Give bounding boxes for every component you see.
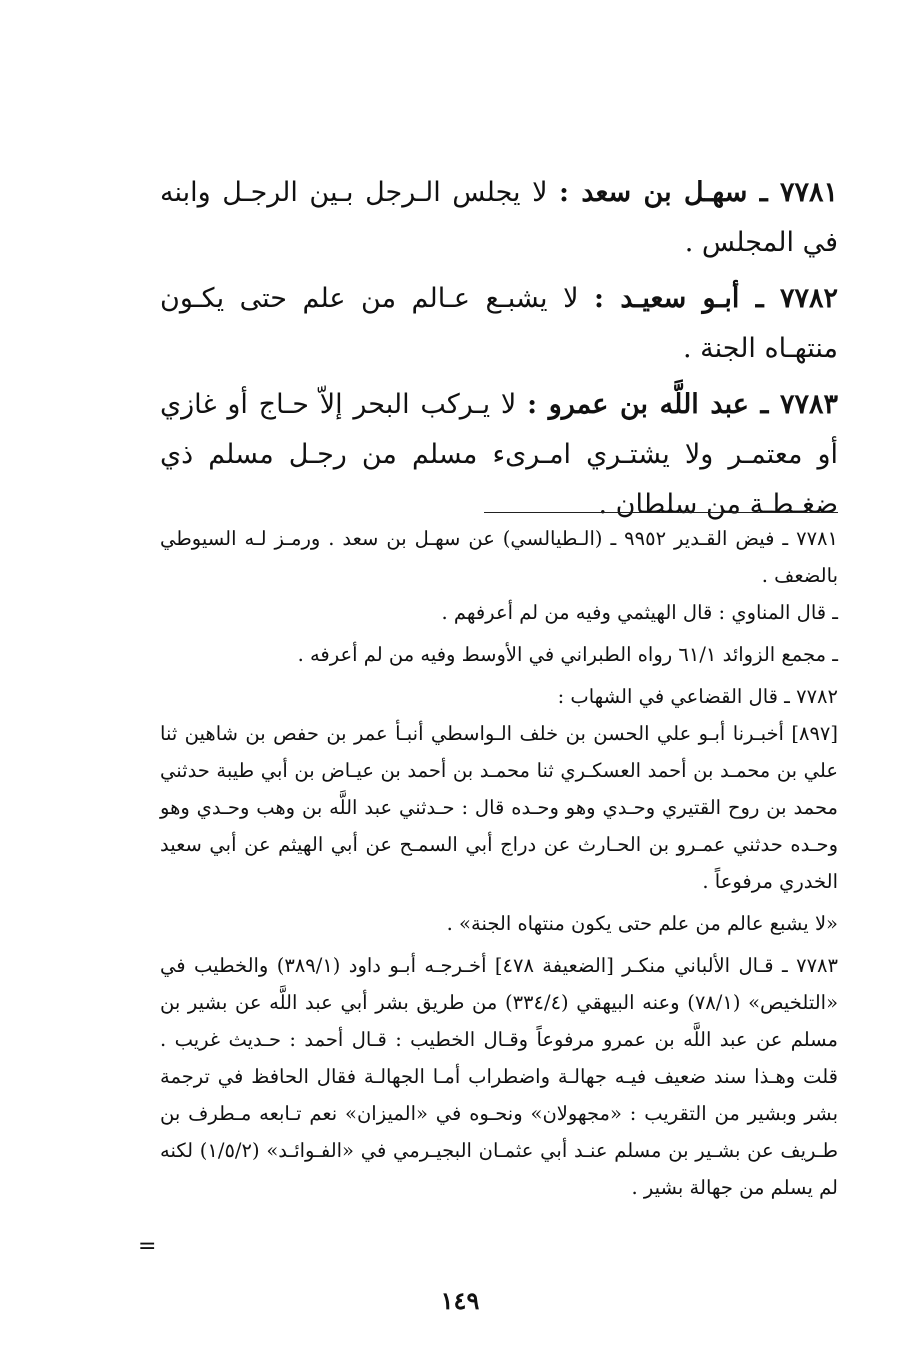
footnote-separator	[484, 512, 838, 513]
footnotes	[160, 520, 838, 1211]
main-text	[160, 168, 838, 536]
entry-heading: ٧٧٨٣ ـ عبد اللَّه بن عمرو :	[527, 389, 838, 420]
entry-text: لا يشبـع عـالم من علم حتى يكـون منتهـاه الجنة .	[160, 283, 838, 364]
footnote: ٧٧٨١ ـ فيض القـدير ٩٩٥٢ ـ (الـطيالسي) عن سهـل بن سعد . ورمـز لـه السيوطي بالضعف .	[160, 527, 838, 587]
hadith-entry	[160, 274, 838, 374]
footnote: ٧٧٨٣ ـ قـال الألباني منكـر [الضعيفة ٤٧٨] أخـرجـه أبـو داود (٣٨٩/١) والخطيب في «التلخيص» (٧٨/١) وعنه البيهقي (٣٣٤/٤) من طريق بشر أبي عبد اللَّه عن بشير بن مسلم عن عبد اللَّه بن عمرو مرفوعاً وقـال الخطيب : قـال أحمد : حـديث غريب . قلت وهـذا سند ضعيف فيـه جهالـة واضطراب أمـا الجهالـة فقال الحافظ في ترجمة بشر وبشير من التقريب : «مجهولان» ونحـوه في «الميزان» نعم تـابعه مـطرف بن طـريف عن بشـير بن مسلم عنـد أبي عثمـان البجيـرمي في «الفـوائـد» (١/٥/٢) لكنه لم يسلم من جهالة بشير .	[160, 954, 838, 1199]
entry-text: لا يـركب البحر إلاّ حـاج أو غازي أو معتمـر ولا يشتـري امـرىء مسلم من رجـل مسلم ذي ضغـطـة من سلطان .	[160, 389, 838, 520]
hadith-entry	[160, 380, 838, 530]
footnote: «لا يشبع عالم من علم حتى يكون منتهاه الجنة» .	[446, 912, 838, 935]
footnote: [٨٩٧] أخبـرنا أبـو علي الحسن بن خلف الـواسطي أنبـأ عمر بن حفص بن شاهين ثنا علي بن محمـد بن أحمد العسكـري ثنا محمـد بن أحمد بن عيـاض بن أبي طيبة حدثني محمد بن روح القتيري وحـدي وهو وحـده قال : حـدثني عبد اللَّه بن وهب وحـدي وهو وحـده حدثني عمـرو بن الحـارث عن دراج أبي السمـح عن أبي الهيثم عن أبي سعيد الخدري مرفوعاً .	[160, 722, 838, 893]
footnote: ـ قال المناوي : قال الهيثمي وفيه من لم أعرفهم .	[441, 601, 838, 624]
entry-heading: ٧٧٨١ ـ سهـل بن سعد :	[559, 177, 838, 208]
footnote: ٧٧٨٢ ـ قال القضاعي في الشهاب :	[557, 685, 838, 708]
footnote: ـ مجمع الزوائد ٦١/١ رواه الطبراني في الأوسط وفيه من لم أعرفه .	[297, 643, 838, 666]
continuation-marker: =	[138, 1234, 157, 1259]
hadith-entry	[160, 168, 838, 268]
entry-heading: ٧٧٨٢ ـ أبـو سعيـد :	[594, 283, 839, 314]
page-number: ١٤٩	[440, 1286, 480, 1315]
entry-text: لا يجلس الـرجل بـين الرجـل وابنه في المجلس .	[160, 177, 838, 258]
